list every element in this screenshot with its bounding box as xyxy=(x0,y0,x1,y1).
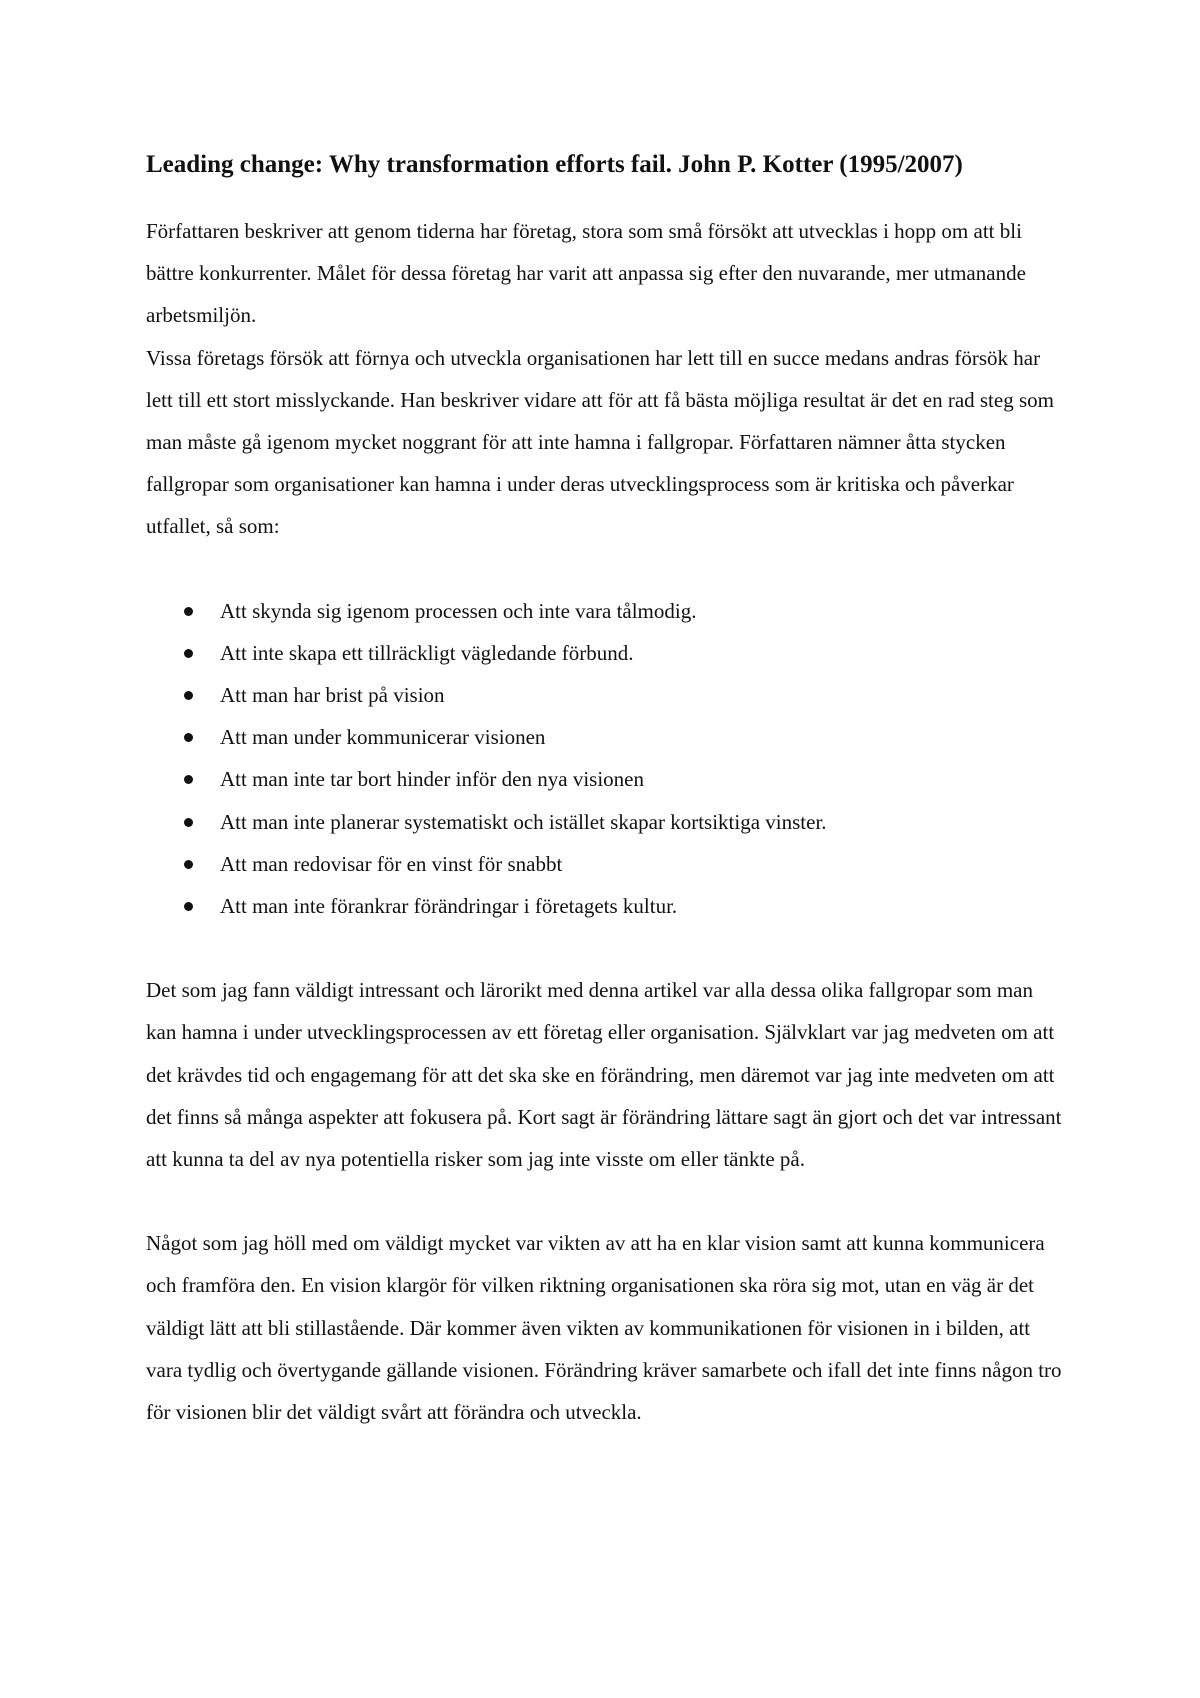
list-item xyxy=(146,801,1066,843)
list-item-text: Att man under kommunicerar visionen xyxy=(220,725,546,750)
document-page xyxy=(146,148,1066,1433)
document-title: Leading change: Why transformation efforts fail. John P. Kotter (1995/2007) xyxy=(146,151,963,178)
bullet-icon xyxy=(184,649,193,658)
list-item xyxy=(146,716,1066,758)
list-item-text: Att man inte förankrar förändringar i företagets kultur. xyxy=(220,894,678,919)
bullet-icon xyxy=(184,733,193,742)
list-item-text: Att skynda sig igenom processen och inte vara tålmodig. xyxy=(220,598,697,623)
list-item xyxy=(146,632,1066,674)
bullet-icon xyxy=(184,691,193,700)
list-item xyxy=(146,843,1066,885)
bullet-icon xyxy=(184,607,193,616)
list-item xyxy=(146,758,1066,800)
paragraph-4: Något som jag höll med om väldigt mycket var vikten av att ha en klar vision samt att kunna kommunicera och framföra den. En vision klargör för vilken riktning organisationen ska röra sig mot, utan en väg är det väldigt lätt att bli stillastående. Där kommer även vikten av kommunikationen för visionen in i bilden, att vara tydlig och övertygande gällande visionen. Förändring kräver samarbete och ifall det inte finns någon tro för visionen blir det väldigt svårt att förändra och utveckla. xyxy=(146,1231,1062,1425)
bullet-icon xyxy=(184,860,193,869)
bullet-icon xyxy=(184,818,193,827)
list-item-text: Att man inte tar bort hinder inför den nya visionen xyxy=(220,767,644,792)
list-item-text: Att man har brist på vision xyxy=(220,683,445,708)
paragraph-spacer xyxy=(146,1180,1066,1222)
paragraph-spacer xyxy=(146,927,1066,969)
bullet-icon xyxy=(184,775,193,784)
intro-paragraph-2: Vissa företags försök att förnya och utveckla organisationen har lett till en succe medans andras försök har lett till ett stort misslyckande. Han beskriver vidare att för att få bästa möjliga resultat är det en rad steg som man måste gå igenom mycket noggrant för att inte hamna i fallgropar. Författaren nämner åtta stycken fallgropar som organisationer kan hamna i under deras utvecklingsprocess som är kritiska och påverkar utfallet, så som: xyxy=(146,345,1054,539)
list-item-text: Att man inte planerar systematiskt och istället skapar kortsiktiga vinster. xyxy=(220,809,827,834)
list-item xyxy=(146,885,1066,927)
list-item-text: Att inte skapa ett tillräckligt vägledande förbund. xyxy=(220,640,634,665)
intro-paragraph-1: Författaren beskriver att genom tiderna har företag, stora som små försökt att utvecklas i hopp om att bli bättre konkurrenter. Målet för dessa företag har varit att anpassa sig efter den nuvarande, mer utmanande arbetsmiljön. xyxy=(146,219,1026,328)
list-item xyxy=(146,674,1066,716)
list-item xyxy=(146,590,1066,632)
paragraph-3: Det som jag fann väldigt intressant och lärorikt med denna artikel var alla dessa olika fallgropar som man kan hamna i under utvecklingsprocessen av ett företag eller organisation. Självklart var jag medveten om att det krävdes tid och engagemang för att det ska ske en förändring, men däremot var jag inte medveten om att det finns så många aspekter att fokusera på. Kort sagt är förändring lättare sagt än gjort och det var intressant att kunna ta del av nya potentiella risker som jag inte visste om eller tänkte på. xyxy=(146,978,1062,1172)
paragraph-spacer xyxy=(146,548,1066,590)
list-item-text: Att man redovisar för en vinst för snabbt xyxy=(220,851,563,876)
bullet-icon xyxy=(184,902,193,911)
pitfall-list xyxy=(146,590,1066,928)
